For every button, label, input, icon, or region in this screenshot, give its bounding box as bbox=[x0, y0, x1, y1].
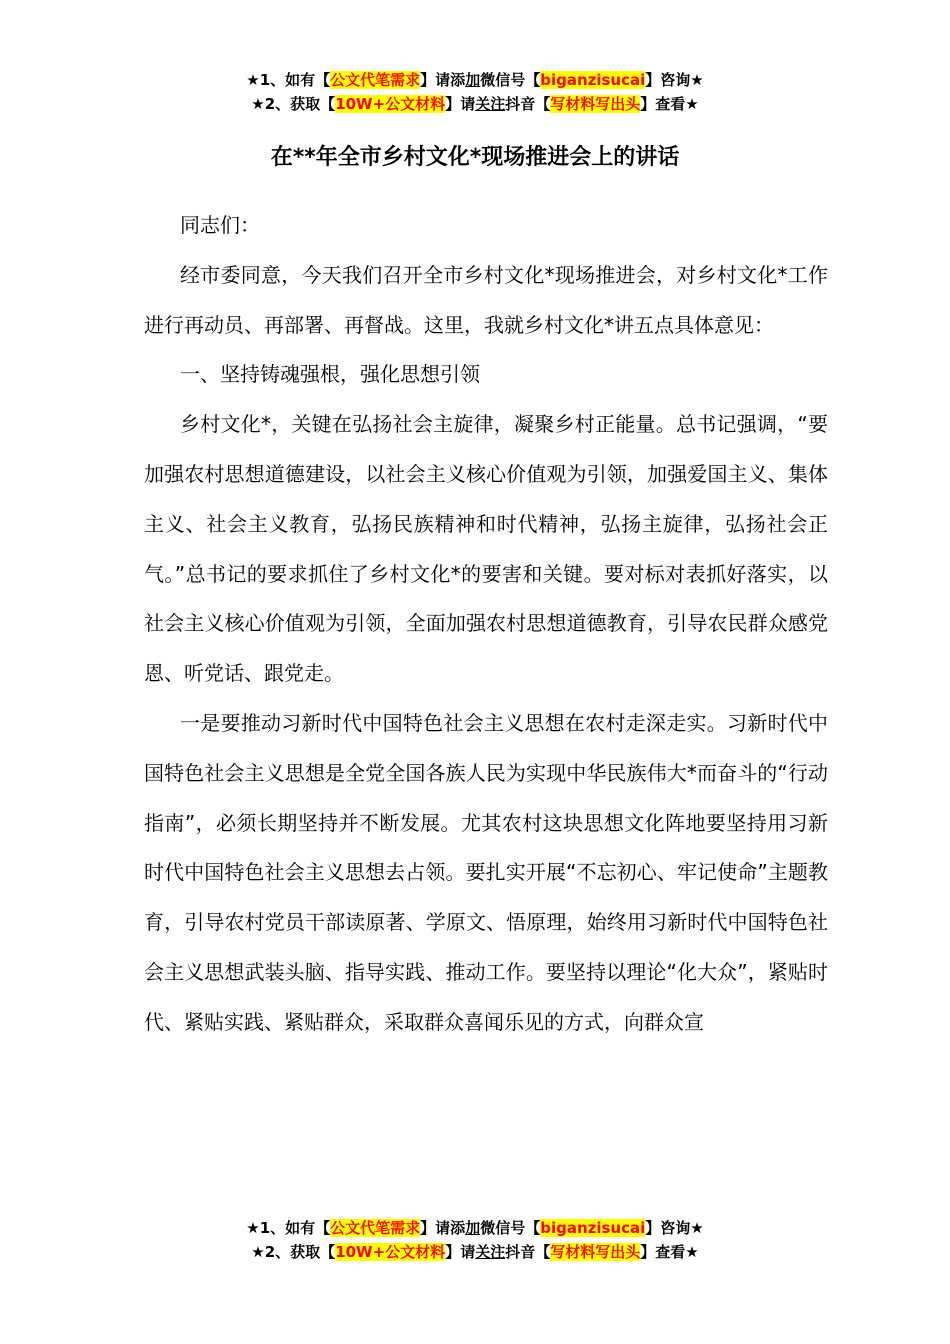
paragraph: 乡村文化*，关键在弘扬社会主旋律，凝聚乡村正能量。总书记强调，“要加强农村思想道德建设，以社会主义核心价值观为引领，加强爱国主义、集体主义、社会主义教育，弘扬民族精神和时代精神，弘扬主旋律，弘扬社会正气。”总书记的要求抓住了乡村文化*的要害和关键。要对标对表抓好落实，以社会主义核心价值观为引领，全面加强农村思想道德教育，引导农民群众感党恩、听党话、跟党走。 bbox=[144, 412, 828, 686]
banner-highlight: biganzisucai bbox=[540, 71, 646, 89]
banner-highlight: 10W+公文材料 bbox=[335, 1243, 446, 1261]
banner-text: 微信号【 bbox=[480, 71, 541, 89]
paragraph: 经市委同意，今天我们召开全市乡村文化*现场推进会，对乡村文化*工作进行再动员、再部署、再督战。这里，我就乡村文化*讲五点具体意见： bbox=[144, 262, 828, 337]
banner-line-2 bbox=[0, 92, 950, 116]
banner-text: 】查看★ bbox=[640, 95, 699, 113]
banner-underline-text: 加 bbox=[465, 71, 481, 89]
document-body bbox=[144, 201, 828, 1048]
header-banner bbox=[0, 68, 950, 116]
banner-text: ★1、如有【 bbox=[246, 71, 331, 89]
banner-text: 微信号【 bbox=[480, 1219, 541, 1237]
section-heading: 一、坚持铸魂强根，强化思想引领 bbox=[180, 362, 480, 387]
banner-highlight: biganzisucai bbox=[540, 1219, 646, 1237]
banner-highlight: 10W+公文材料 bbox=[335, 95, 446, 113]
banner-underline-text: 关注 bbox=[475, 95, 506, 113]
banner-text: 】请添 bbox=[420, 71, 466, 89]
banner-text: 抖音【 bbox=[505, 95, 551, 113]
banner-highlight: 写材料写出头 bbox=[550, 1243, 641, 1261]
banner-underline-text: 加 bbox=[465, 1219, 481, 1237]
banner-line-2 bbox=[0, 1240, 950, 1264]
footer-banner bbox=[0, 1216, 950, 1264]
banner-highlight: 公文代笔需求 bbox=[330, 71, 421, 89]
banner-text: 】查看★ bbox=[640, 1243, 699, 1261]
banner-text: 】请添 bbox=[420, 1219, 466, 1237]
paragraph: 一是要推动习新时代中国特色社会主义思想在农村走深走实。习新时代中国特色社会主义思想是全党全国各族人民为实现中华民族伟大*而奋斗的“行动指南”，必须长期坚持并不断发展。尤其农村这块思想文化阵地要坚持用习新时代中国特色社会主义思想去占领。要扎实开展“不忘初心、牢记使命”主题教育，引导农村党员干部读原著、学原文、悟原理，始终用习新时代中国特色社会主义思想武装头脑、指导实践、推动工作。要坚持以理论“化大众”，紧贴时代、紧贴实践、紧贴群众，采取群众喜闻乐见的方式，向群众宣 bbox=[144, 710, 828, 1034]
banner-line-1 bbox=[0, 1216, 950, 1240]
banner-text: ★1、如有【 bbox=[246, 1219, 331, 1237]
banner-line-1 bbox=[0, 68, 950, 92]
banner-text: 抖音【 bbox=[505, 1243, 551, 1261]
banner-text: 】请 bbox=[445, 95, 476, 113]
banner-underline-text: 关注 bbox=[475, 1243, 506, 1261]
document-title: 在**年全市乡村文化*现场推进会上的讲话 bbox=[270, 145, 680, 170]
banner-text: ★2、获取【 bbox=[251, 1243, 336, 1261]
greeting: 同志们： bbox=[180, 213, 260, 237]
banner-text: ★2、获取【 bbox=[251, 95, 336, 113]
banner-text: 】请 bbox=[445, 1243, 476, 1261]
banner-text: 】咨询★ bbox=[645, 71, 704, 89]
banner-highlight: 写材料写出头 bbox=[550, 95, 641, 113]
banner-text: 】咨询★ bbox=[645, 1219, 704, 1237]
banner-highlight: 公文代笔需求 bbox=[330, 1219, 421, 1237]
